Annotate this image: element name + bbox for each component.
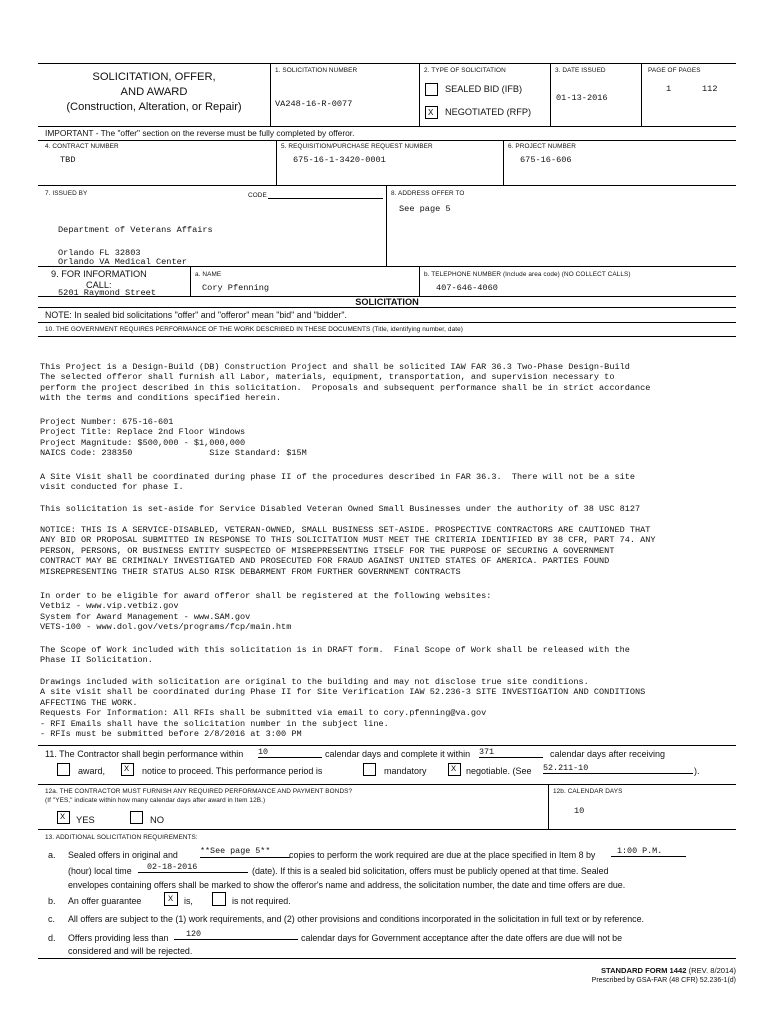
phone-label: b. TELEPHONE NUMBER (Include area code) (NO COLLECT CALLS)	[424, 271, 631, 278]
award-label: award,	[78, 766, 106, 776]
item-12b-value[interactable]: 10	[574, 806, 585, 816]
item-11-begin-days[interactable]: 10	[258, 747, 322, 758]
sealed-bid-note: NOTE: In sealed bid solicitations "offer" and "offeror" mean "bid" and "bidder".	[45, 310, 347, 320]
form-title	[40, 70, 268, 115]
bonds-no-checkbox[interactable]	[130, 811, 143, 824]
item-13d-text-3: considered and will be rejected.	[68, 946, 193, 956]
item-13a-text-3: (hour) local time	[68, 866, 132, 876]
title-line-3: (Construction, Alteration, or Repair)	[66, 101, 242, 113]
for-information-line-1: 9. FOR INFORMATION	[51, 269, 147, 279]
item-13b-text: An offer guarantee	[68, 896, 142, 906]
award-checkbox[interactable]	[57, 763, 70, 776]
issued-by-label: 7. ISSUED BY	[45, 190, 88, 197]
item-13a-text-1: Sealed offers in original and	[68, 850, 178, 860]
date-issued-label: 3. DATE ISSUED	[555, 67, 606, 74]
name-label: a. NAME	[195, 271, 222, 278]
item-12a-label: 12a. THE CONTRACTOR MUST FURNISH ANY REQUIRED PERFORMANCE AND PAYMENT BONDS?	[45, 788, 353, 795]
guarantee-is-mark: X	[168, 894, 174, 904]
bonds-no-label: NO	[150, 814, 165, 825]
negotiated-checkbox[interactable]	[425, 106, 438, 119]
phone-value[interactable]: 407-646-4060	[436, 283, 498, 293]
item-11-complete-days[interactable]: 371	[479, 747, 543, 758]
item-11-text-a: 11. The Contractor shall begin performance within	[45, 749, 244, 759]
negotiable-label: negotiable. (See	[466, 766, 532, 776]
item-12b-label: 12b. CALENDAR DAYS	[553, 788, 623, 795]
ntp-check-mark: X	[124, 764, 130, 774]
body-paragraph-8: Drawings included with solicitation are original to the building and may not disclose true site conditions. A site visit shall be coordinated during Phase II for Site Verification IAW 52.236-3 SITE INVESTIGATION AND CONDITIONS AFFECTING THE WORK. Requests For Information: All RFIs shall be submitted via email to cory.pfenning@va.gov - RFI Emails shall have the solicitation number in the subject line. - RFIs must be submitted before 2/8/2016 at 3:00 PM	[40, 677, 646, 740]
negotiable-check-mark: X	[451, 764, 457, 774]
solicitation-type-label: 2. TYPE OF SOLICITATION	[424, 67, 506, 74]
item-10-label: 10. THE GOVERNMENT REQUIRES PERFORMANCE OF THE WORK DESCRIBED IN THESE DOCUMENTS (Title, identifying number, date)	[45, 326, 463, 333]
address-offer-value[interactable]: See page 5	[399, 204, 451, 214]
see-clause-value[interactable]: 52.211-10	[543, 763, 693, 774]
page-number: 1	[666, 84, 672, 94]
issued-by-line-2: Orlando VA Medical Center	[58, 256, 187, 267]
issued-by-line-4: Orlando FL 32803	[58, 248, 141, 258]
name-value[interactable]: Cory Pfenning	[202, 283, 270, 293]
requisition-number-label: 5. REQUISITION/PURCHASE REQUEST NUMBER	[281, 143, 433, 150]
item-13a-text-4: (date). If this is a sealed bid solicitation, offers must be publicly opened at that time. Sealed	[252, 866, 609, 876]
item-13d-text-2: calendar days for Government acceptance after the date offers are due will not be	[301, 933, 623, 943]
item-13c-letter: c.	[48, 914, 56, 924]
sealed-bid-checkbox[interactable]	[425, 83, 438, 96]
form-footer	[480, 966, 736, 975]
bonds-yes-mark: X	[60, 812, 66, 822]
item-11-end: ).	[694, 766, 700, 776]
negotiated-label: NEGOTIATED (RFP)	[445, 107, 532, 117]
form-rev: (REV. 8/2014)	[688, 966, 736, 975]
sealed-bid-label: SEALED BID (IFB)	[445, 84, 523, 94]
item-13d-letter: d.	[48, 933, 56, 943]
guarantee-not-label: is not required.	[232, 896, 291, 906]
body-paragraph-5: NOTICE: THIS IS A SERVICE-DISABLED, VETERAN-OWNED, SMALL BUSINESS SET-ASIDE. PROSPECTIVE CONTRACTORS ARE CAUTIONED THAT ANY BID OR PROPOSAL SUBMITTED IN RESPONSE TO THIS SOLICITATION MUST MEET THE CRITERIA IDENTIFIED BY 38 CFR, PART 74. ANY PERSON, PERSONS, OR BUSINESS ENTITY SUSPECTED OF MISREPRESENTING ITSELF FOR THE PURPOSE OF SECURING A GOVERNMENT CONTRACT MAY BE CRIMINALY INVESTIGATED AND PROSECUTED FOR FRAUD AGAINST UNITED STATES OF AMERICA. PARTIES FOUND MISREPRESENTING THEIR STATUS ALSO RISK DEBARMENT FROM FURTHER GOVERNMENT CONTRACTS	[40, 525, 656, 577]
body-paragraph-7: The Scope of Work included with this solicitation is in DRAFT form. Final Scope of Work shall be released with the Phase II Solicitation.	[40, 645, 630, 666]
mandatory-checkbox[interactable]	[363, 763, 376, 776]
due-time-value[interactable]: 1:00 P.M.	[611, 846, 686, 857]
guarantee-is-checkbox[interactable]	[164, 892, 178, 906]
item-13b-letter: b.	[48, 896, 56, 906]
solicitation-number-value[interactable]: VA248-16-R-0077	[275, 99, 353, 109]
mandatory-label: mandatory	[384, 766, 427, 776]
date-issued-value[interactable]: 01-13-2016	[556, 93, 608, 103]
solicitation-number-label: 1. SOLICITATION NUMBER	[275, 67, 358, 74]
ntp-label: notice to proceed. This performance period is	[142, 766, 323, 776]
negotiable-checkbox[interactable]	[448, 763, 461, 776]
negotiated-check-mark: X	[428, 108, 434, 118]
due-date-value[interactable]: 02-18-2016	[138, 862, 248, 873]
contract-number-label: 4. CONTRACT NUMBER	[45, 143, 119, 150]
project-number-value[interactable]: 675-16-606	[520, 155, 572, 165]
acceptance-days-value[interactable]: 120	[174, 929, 298, 940]
body-paragraph-2: Project Number: 675-16-601 Project Title: Replace 2nd Floor Windows Project Magnitude: $500,000 - $1,000,000 NAICS Code: 238350 Size Standard: $15M	[40, 417, 307, 459]
form-name: STANDARD FORM 1442	[600, 966, 687, 975]
issued-by-line-3: 5201 Raymond Street	[58, 288, 156, 298]
item-13d-text-1: Offers providing less than	[68, 933, 169, 943]
title-line-2: AND AWARD	[120, 86, 188, 98]
item-13a-letter: a.	[48, 850, 56, 860]
guarantee-is-label: is,	[184, 896, 193, 906]
item-12a-sub: (If "YES," indicate within how many calendar days after award in Item 12B.)	[45, 797, 266, 804]
requisition-number-value[interactable]: 675-16-1-3420-0001	[293, 155, 386, 165]
notice-to-proceed-checkbox[interactable]	[121, 763, 134, 776]
issued-by-line-1: Department of Veterans Affairs	[58, 225, 213, 235]
item-11-text-b: calendar days and complete it within	[325, 749, 471, 759]
solicitation-heading: SOLICITATION	[355, 297, 419, 307]
address-offer-label: 8. ADDRESS OFFER TO	[391, 190, 465, 197]
body-paragraph-3: A Site Visit shall be coordinated during phase II of the procedures described in FAR 36.3. There will not be a site visit conducted for phase I.	[40, 472, 635, 493]
item-11-text-c: calendar days after receiving	[550, 749, 666, 759]
item-13a-text-2: copies to perform the work required are due at the place specified in Item 8 by	[289, 850, 596, 860]
contract-number-value[interactable]: TBD	[60, 155, 76, 165]
copies-value[interactable]: **See page 5**	[200, 846, 290, 858]
item-13c-text: All offers are subject to the (1) work requirements, and (2) other provisions and conditions incorporated in the solicitation in full text or by reference.	[68, 914, 645, 924]
item-13a-text-5: envelopes containing offers shall be marked to show the offeror's name and address, the solicitation number, the date and time offers are due.	[68, 880, 626, 890]
guarantee-not-checkbox[interactable]	[212, 892, 226, 906]
code-label: CODE	[248, 192, 267, 199]
page-total: 112	[702, 84, 718, 94]
for-information-line-2: CALL:	[86, 280, 112, 290]
bonds-yes-checkbox[interactable]	[57, 811, 70, 824]
pages-label: PAGE OF PAGES	[648, 67, 701, 74]
body-paragraph-6: In order to be eligible for award offeror shall be registered at the following websites: Vetbiz - www.vip.vetbiz.gov System for Award Management - www.SAM.gov VETS-100 - www.dol.gov/vets/programs/fcp/main.htm	[40, 591, 492, 633]
bonds-yes-label: YES	[76, 814, 95, 825]
for-information-label	[51, 269, 147, 291]
body-paragraph-4: This solicitation is set-aside for Service Disabled Veteran Owned Small Businesses under the authority of 38 USC 8127	[40, 504, 641, 514]
item-13-label: 13. ADDITIONAL SOLICITATION REQUIREMENTS:	[45, 834, 198, 841]
title-line-1: SOLICITATION, OFFER,	[92, 71, 216, 83]
important-notice: IMPORTANT - The "offer" section on the reverse must be fully completed by offeror.	[45, 128, 355, 138]
body-paragraph-1: This Project is a Design-Build (DB) Construction Project and shall be solicited IAW FAR 36.3 Two-Phase Design-Build The selected offeror shall furnish all Labor, materials, equipment, transportation, and supervision necessary to perform the project described in this solicitation. Proposals and subsequent performance shall be in strict accordance with the terms and conditions specified herein.	[40, 362, 651, 404]
prescribed-by: Prescribed by GSA-FAR (48 CFR) 52.236-1(d)	[591, 977, 736, 984]
project-number-label: 6. PROJECT NUMBER	[508, 143, 576, 150]
